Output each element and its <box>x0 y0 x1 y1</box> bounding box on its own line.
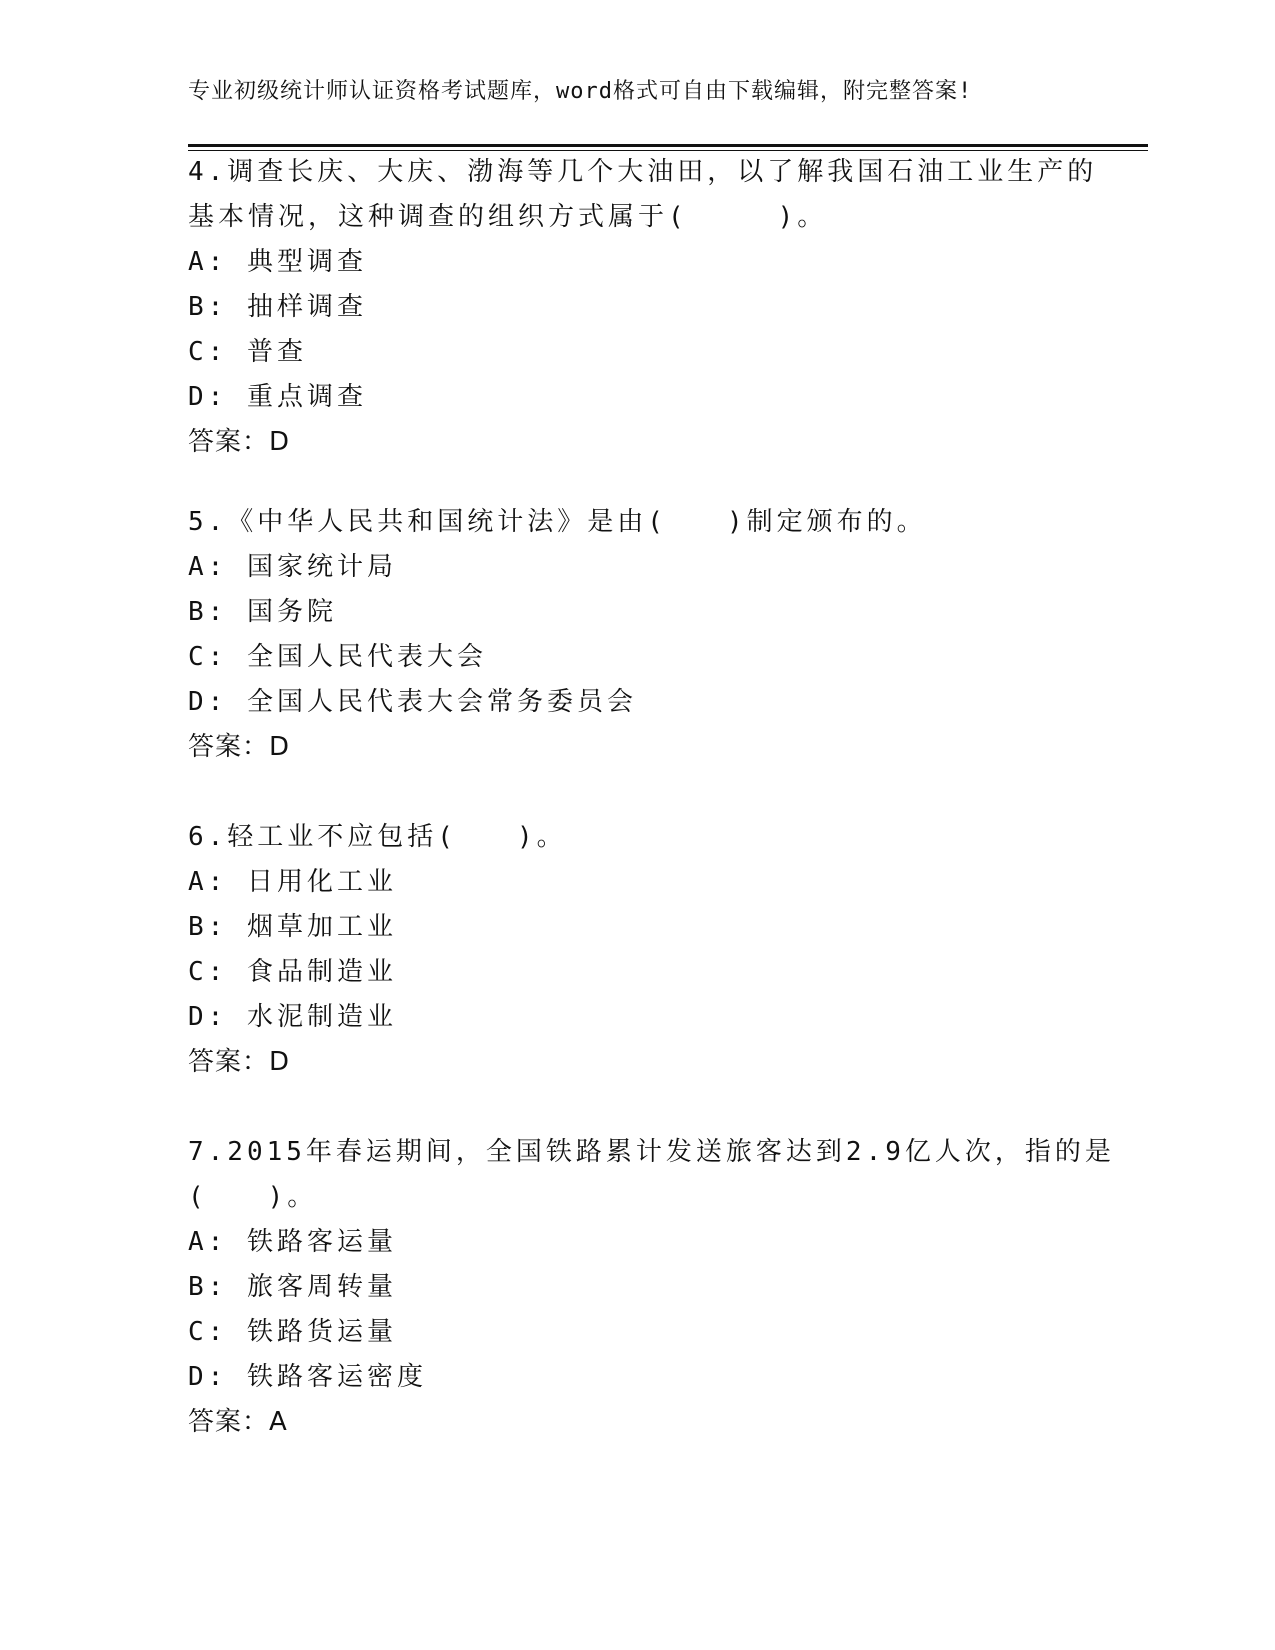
question-7 <box>188 1130 1128 1445</box>
option-c: C: 食品制造业 <box>188 957 397 987</box>
option-d: D: 水泥制造业 <box>188 1002 397 1032</box>
option-a: A: 日用化工业 <box>188 867 397 897</box>
question-stem: 4.调查长庆、大庆、渤海等几个大油田，以了解我国石油工业生产的 <box>188 157 1098 187</box>
answer: 答案：D <box>188 732 291 762</box>
option-d: D: 重点调查 <box>188 382 367 412</box>
option-b: B: 国务院 <box>188 597 337 627</box>
question-stem: 5.《中华人民共和国统计法》是由( )制定颁布的。 <box>188 507 927 537</box>
question-5 <box>188 500 1128 770</box>
option-b: B: 烟草加工业 <box>188 912 397 942</box>
question-stem: 基本情况，这种调查的组织方式属于( )。 <box>188 202 828 232</box>
option-c: C: 普查 <box>188 337 307 367</box>
answer: 答案：D <box>188 1047 291 1077</box>
question-stem: ( )。 <box>188 1182 318 1212</box>
option-a: A: 铁路客运量 <box>188 1227 397 1257</box>
question-stem: 7.2015年春运期间，全国铁路累计发送旅客达到2.9亿人次，指的是 <box>188 1137 1115 1167</box>
question-4 <box>188 150 1128 465</box>
option-d: D: 全国人民代表大会常务委员会 <box>188 687 637 717</box>
option-a: A: 典型调查 <box>188 247 367 277</box>
option-c: C: 铁路货运量 <box>188 1317 397 1347</box>
option-b: B: 抽样调查 <box>188 292 367 322</box>
option-b: B: 旅客周转量 <box>188 1272 397 1302</box>
option-d: D: 铁路客运密度 <box>188 1362 427 1392</box>
question-stem: 6.轻工业不应包括( )。 <box>188 822 567 852</box>
question-6 <box>188 815 1128 1085</box>
answer: 答案：A <box>188 1407 288 1437</box>
page-header: 专业初级统计师认证资格考试题库，word格式可自由下载编辑，附完整答案! <box>188 79 973 104</box>
option-a: A: 国家统计局 <box>188 552 397 582</box>
header-rule-thick <box>188 144 1148 147</box>
option-c: C: 全国人民代表大会 <box>188 642 487 672</box>
answer: 答案：D <box>188 427 291 457</box>
